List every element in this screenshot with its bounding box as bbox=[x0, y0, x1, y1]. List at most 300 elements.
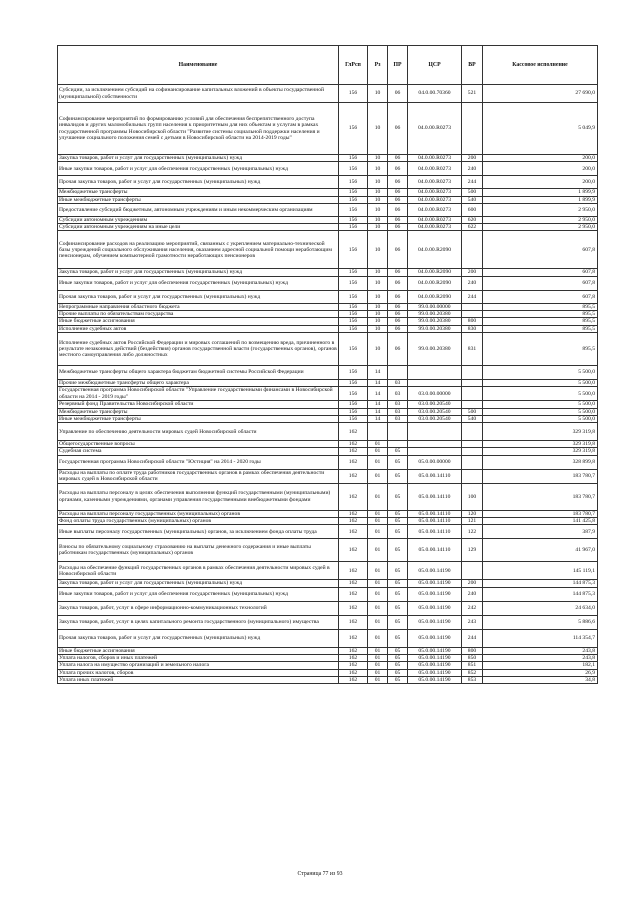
cell-csr: 04.0.00.R2090 bbox=[408, 276, 462, 290]
table-row bbox=[58, 654, 598, 661]
table-row bbox=[58, 580, 598, 587]
cell-name: Субсидии автономным учреждениям bbox=[58, 216, 339, 223]
cell-name: Взносы по обязательному социальному страхованию на выплаты денежного содержания и иные выплаты работникам государственных (муниципальных) органов bbox=[58, 539, 339, 562]
cell-vr: 622 bbox=[462, 224, 483, 231]
cell-rz: 01 bbox=[368, 587, 388, 601]
cell-glrsp: 162 bbox=[339, 562, 368, 580]
cell-rz: 01 bbox=[368, 525, 388, 539]
header-name: Наименование bbox=[58, 46, 339, 85]
cell-vr bbox=[462, 401, 483, 408]
cell-csr: 04.0.00.R0273 bbox=[408, 189, 462, 196]
cell-rz: 10 bbox=[368, 85, 388, 103]
cell-pr: 05 bbox=[388, 455, 408, 469]
cell-rz: 01 bbox=[368, 676, 388, 683]
cell-vr: 852 bbox=[462, 669, 483, 676]
cell-amount: 114 354,7 bbox=[483, 629, 598, 647]
cell-csr: 03.0.00.00000 bbox=[408, 387, 462, 401]
cell-pr: 05 bbox=[388, 669, 408, 676]
cell-vr: 243 bbox=[462, 615, 483, 629]
cell-pr: 03 bbox=[388, 408, 408, 415]
cell-name: Межбюджетные трансферты bbox=[58, 408, 339, 415]
cell-name: Закупка товаров, работ и услуг для государственных (муниципальных) нужд bbox=[58, 580, 339, 587]
cell-csr bbox=[408, 379, 462, 386]
cell-amount: 145 119,1 bbox=[483, 562, 598, 580]
table-row bbox=[58, 662, 598, 669]
cell-csr bbox=[408, 448, 462, 455]
cell-pr: 06 bbox=[388, 318, 408, 325]
cell-pr bbox=[388, 441, 408, 448]
cell-csr: 99.0.00.20380 bbox=[408, 318, 462, 325]
cell-amount: 5 500,0 bbox=[483, 408, 598, 415]
cell-name: Межбюджетные трансферты bbox=[58, 189, 339, 196]
cell-name: Судебная система bbox=[58, 448, 339, 455]
cell-glrsp: 156 bbox=[339, 387, 368, 401]
cell-csr: 05.0.00.00000 bbox=[408, 455, 462, 469]
cell-csr: 04.0.00.R0273 bbox=[408, 162, 462, 176]
cell-amount: 200,0 bbox=[483, 162, 598, 176]
cell-vr: 100 bbox=[462, 483, 483, 510]
cell-vr: 120 bbox=[462, 510, 483, 517]
cell-vr bbox=[462, 365, 483, 379]
cell-rz: 10 bbox=[368, 311, 388, 318]
cell-rz: 10 bbox=[368, 196, 388, 203]
cell-csr: 05.0.00.14190 bbox=[408, 580, 462, 587]
table-row bbox=[58, 587, 598, 601]
cell-amount: 183 780,7 bbox=[483, 483, 598, 510]
cell-vr: 850 bbox=[462, 654, 483, 661]
header-rz: Рз bbox=[368, 46, 388, 85]
table-row bbox=[58, 216, 598, 223]
table-row bbox=[58, 318, 598, 325]
table-row bbox=[58, 85, 598, 103]
cell-csr: 05.0.00.14190 bbox=[408, 662, 462, 669]
cell-glrsp: 156 bbox=[339, 162, 368, 176]
cell-name: Расходы на выплаты персоналу в целях обеспечения выполнения функций государственными (муниципальными) органами, казенными учреждениями, органами управления государственными внебюджетными фондами bbox=[58, 483, 339, 510]
cell-amount: 607,8 bbox=[483, 290, 598, 303]
cell-glrsp: 162 bbox=[339, 448, 368, 455]
table-row bbox=[58, 231, 598, 269]
cell-vr bbox=[462, 441, 483, 448]
cell-amount: 41 967,0 bbox=[483, 539, 598, 562]
budget-execution-table bbox=[57, 45, 598, 684]
cell-name: Закупка товаров, работ и услуг для государственных (муниципальных) нужд bbox=[58, 155, 339, 162]
cell-csr bbox=[408, 441, 462, 448]
cell-rz: 10 bbox=[368, 155, 388, 162]
cell-pr: 03 bbox=[388, 379, 408, 386]
cell-name: Иные закупки товаров, работ и услуг для обеспечения государственных (муниципальных) нужд bbox=[58, 162, 339, 176]
cell-csr: 05.0.00.14190 bbox=[408, 562, 462, 580]
cell-rz: 14 bbox=[368, 415, 388, 422]
cell-amount: 895,5 bbox=[483, 325, 598, 332]
cell-glrsp: 156 bbox=[339, 332, 368, 365]
cell-amount: 5 886,6 bbox=[483, 615, 598, 629]
cell-amount: 5 500,0 bbox=[483, 365, 598, 379]
table-row bbox=[58, 401, 598, 408]
cell-pr: 06 bbox=[388, 224, 408, 231]
cell-pr: 05 bbox=[388, 587, 408, 601]
cell-glrsp: 156 bbox=[339, 408, 368, 415]
cell-vr: 122 bbox=[462, 525, 483, 539]
cell-rz: 01 bbox=[368, 654, 388, 661]
cell-name: Иные бюджетные ассигнования bbox=[58, 647, 339, 654]
budget-report-page bbox=[57, 45, 597, 684]
cell-rz: 01 bbox=[368, 601, 388, 615]
cell-rz: 10 bbox=[368, 332, 388, 365]
cell-name: Иные закупки товаров, работ и услуг для обеспечения государственных (муниципальных) нужд bbox=[58, 587, 339, 601]
cell-name: Прочая закупка товаров, работ и услуг для государственных (муниципальных) нужд bbox=[58, 290, 339, 303]
cell-name: Субсидии автономным учреждениям на иные цели bbox=[58, 224, 339, 231]
cell-vr: 831 bbox=[462, 332, 483, 365]
cell-csr: 99.0.00.00000 bbox=[408, 303, 462, 310]
cell-amount: 34,8 bbox=[483, 676, 598, 683]
cell-name: Расходы на выплаты по оплате труда работников государственных органов в рамках обеспечения деятельности мировых судей в Новосибирской области bbox=[58, 469, 339, 483]
cell-vr bbox=[462, 387, 483, 401]
cell-rz: 14 bbox=[368, 387, 388, 401]
cell-pr: 06 bbox=[388, 85, 408, 103]
cell-amount: 24 634,0 bbox=[483, 601, 598, 615]
cell-name: Резервный фонд Правительства Новосибирской области bbox=[58, 401, 339, 408]
cell-vr bbox=[462, 303, 483, 310]
cell-rz: 01 bbox=[368, 539, 388, 562]
cell-pr: 03 bbox=[388, 401, 408, 408]
cell-vr: 244 bbox=[462, 290, 483, 303]
cell-glrsp: 162 bbox=[339, 615, 368, 629]
cell-amount: 200,0 bbox=[483, 176, 598, 189]
cell-glrsp: 156 bbox=[339, 85, 368, 103]
cell-name: Прочая закупка товаров, работ и услуг для государственных (муниципальных) нужд bbox=[58, 629, 339, 647]
cell-csr: 04.0.00.R0273 bbox=[408, 176, 462, 189]
cell-rz: 10 bbox=[368, 162, 388, 176]
cell-rz: 10 bbox=[368, 231, 388, 269]
cell-rz: 10 bbox=[368, 303, 388, 310]
cell-pr: 05 bbox=[388, 448, 408, 455]
cell-glrsp: 162 bbox=[339, 587, 368, 601]
table-row bbox=[58, 365, 598, 379]
cell-amount: 182,1 bbox=[483, 662, 598, 669]
cell-pr: 05 bbox=[388, 539, 408, 562]
cell-vr bbox=[462, 231, 483, 269]
cell-pr: 05 bbox=[388, 518, 408, 525]
cell-amount: 183 780,7 bbox=[483, 510, 598, 517]
cell-csr: 05.0.00.14190 bbox=[408, 629, 462, 647]
cell-rz: 01 bbox=[368, 441, 388, 448]
cell-csr: 05.0.00.14190 bbox=[408, 601, 462, 615]
cell-vr bbox=[462, 311, 483, 318]
cell-vr: 800 bbox=[462, 318, 483, 325]
cell-csr: 05.0.00.14110 bbox=[408, 469, 462, 483]
cell-amount: 895,5 bbox=[483, 311, 598, 318]
cell-name: Софинансирование расходов на реализацию мероприятий, связанных с укреплением материально-технической базы учреждений социального обслуживания населения, оказанием адресной социальной помощи неработающим пенсионерам, обучением компьютерной грамотности неработающих пенсионеров bbox=[58, 231, 339, 269]
cell-rz: 01 bbox=[368, 662, 388, 669]
cell-csr: 05.0.00.14190 bbox=[408, 647, 462, 654]
cell-rz: 01 bbox=[368, 580, 388, 587]
cell-pr: 05 bbox=[388, 662, 408, 669]
cell-amount: 5 049,9 bbox=[483, 103, 598, 155]
header-csr: ЦСР bbox=[408, 46, 462, 85]
cell-pr bbox=[388, 423, 408, 441]
cell-csr: 04.0.00.R0273 bbox=[408, 155, 462, 162]
cell-csr: 03.0.00.20540 bbox=[408, 415, 462, 422]
cell-rz: 14 bbox=[368, 408, 388, 415]
cell-vr bbox=[462, 423, 483, 441]
cell-amount: 329 319,8 bbox=[483, 423, 598, 441]
cell-vr bbox=[462, 469, 483, 483]
cell-pr: 03 bbox=[388, 387, 408, 401]
cell-rz: 01 bbox=[368, 448, 388, 455]
table-body bbox=[58, 85, 598, 684]
cell-name: Субсидии, за исключением субсидий на софинансирование капитальных вложений в объекты государственной (муниципальной) собственности bbox=[58, 85, 339, 103]
table-row bbox=[58, 469, 598, 483]
cell-glrsp: 156 bbox=[339, 203, 368, 216]
table-row bbox=[58, 176, 598, 189]
cell-amount: 5 500,0 bbox=[483, 379, 598, 386]
cell-glrsp: 156 bbox=[339, 189, 368, 196]
cell-pr: 05 bbox=[388, 615, 408, 629]
cell-amount: 1 899,9 bbox=[483, 189, 598, 196]
cell-rz bbox=[368, 423, 388, 441]
cell-csr: 05.0.00.14190 bbox=[408, 587, 462, 601]
cell-glrsp: 162 bbox=[339, 483, 368, 510]
cell-vr: 244 bbox=[462, 629, 483, 647]
cell-glrsp: 156 bbox=[339, 231, 368, 269]
cell-rz: 10 bbox=[368, 224, 388, 231]
cell-name: Исполнение судебных актов Российской Федерации и мировых соглашений по возмещению вреда, причиненного в результате незаконных действий (бездействия) органов государственной власти (государственных органов), органов местного самоуправления либо должностных bbox=[58, 332, 339, 365]
cell-glrsp: 162 bbox=[339, 669, 368, 676]
cell-name: Софинансирование мероприятий по формированию условий для обеспечения беспрепятственного доступа инвалидов и других маломобильных групп населения к приоритетным для них объектам и услугам в рамках государственной программы Новосибирской области "Развитие системы социальной поддержки населения и улучшение социального положения семей с детьми в Новосибирской области на 2014-2019 годы" bbox=[58, 103, 339, 155]
cell-amount: 895,5 bbox=[483, 332, 598, 365]
cell-vr: 521 bbox=[462, 85, 483, 103]
cell-vr: 200 bbox=[462, 155, 483, 162]
cell-glrsp: 162 bbox=[339, 629, 368, 647]
cell-csr: 04.0.00.R0273 bbox=[408, 196, 462, 203]
cell-csr: 04.0.00.R0273 bbox=[408, 103, 462, 155]
cell-pr: 05 bbox=[388, 654, 408, 661]
cell-amount: 243,8 bbox=[483, 654, 598, 661]
cell-amount: 5 500,0 bbox=[483, 401, 598, 408]
table-row bbox=[58, 203, 598, 216]
cell-pr: 05 bbox=[388, 525, 408, 539]
table-row bbox=[58, 162, 598, 176]
cell-vr: 240 bbox=[462, 162, 483, 176]
cell-rz: 14 bbox=[368, 379, 388, 386]
cell-rz: 10 bbox=[368, 318, 388, 325]
table-row bbox=[58, 423, 598, 441]
cell-name: Иные бюджетные ассигнования bbox=[58, 318, 339, 325]
cell-amount: 607,8 bbox=[483, 269, 598, 276]
cell-rz: 10 bbox=[368, 290, 388, 303]
cell-pr: 05 bbox=[388, 580, 408, 587]
table-header-row bbox=[58, 46, 598, 85]
cell-vr: 240 bbox=[462, 587, 483, 601]
cell-vr: 851 bbox=[462, 662, 483, 669]
cell-rz: 01 bbox=[368, 455, 388, 469]
cell-vr: 853 bbox=[462, 676, 483, 683]
table-row bbox=[58, 325, 598, 332]
cell-amount: 26,9 bbox=[483, 669, 598, 676]
cell-glrsp: 162 bbox=[339, 510, 368, 517]
cell-pr: 06 bbox=[388, 290, 408, 303]
cell-pr: 06 bbox=[388, 196, 408, 203]
cell-glrsp: 156 bbox=[339, 196, 368, 203]
cell-rz: 10 bbox=[368, 103, 388, 155]
table-row bbox=[58, 311, 598, 318]
cell-name: Закупка товаров, работ, услуг в целях капитального ремонта государственного (муниципального) имущества bbox=[58, 615, 339, 629]
cell-glrsp: 156 bbox=[339, 176, 368, 189]
cell-rz: 14 bbox=[368, 365, 388, 379]
cell-vr: 500 bbox=[462, 408, 483, 415]
cell-vr bbox=[462, 448, 483, 455]
cell-pr: 05 bbox=[388, 483, 408, 510]
cell-amount: 895,5 bbox=[483, 318, 598, 325]
cell-rz: 01 bbox=[368, 469, 388, 483]
cell-pr: 05 bbox=[388, 629, 408, 647]
cell-glrsp: 162 bbox=[339, 539, 368, 562]
cell-name: Прочая закупка товаров, работ и услуг для государственных (муниципальных) нужд bbox=[58, 176, 339, 189]
cell-amount: 144 875,3 bbox=[483, 580, 598, 587]
cell-csr: 99.0.00.20380 bbox=[408, 311, 462, 318]
cell-pr: 06 bbox=[388, 231, 408, 269]
table-row bbox=[58, 455, 598, 469]
cell-csr: 03.0.00.20540 bbox=[408, 408, 462, 415]
cell-pr: 06 bbox=[388, 311, 408, 318]
cell-csr bbox=[408, 365, 462, 379]
cell-pr: 05 bbox=[388, 647, 408, 654]
table-row bbox=[58, 103, 598, 155]
cell-pr: 05 bbox=[388, 676, 408, 683]
cell-name: Межбюджетные трансферты общего характера бюджетам бюджетной системы Российской Федерации bbox=[58, 365, 339, 379]
cell-csr: 04.0.00.R2090 bbox=[408, 290, 462, 303]
cell-rz: 01 bbox=[368, 647, 388, 654]
cell-csr: 05.0.00.14110 bbox=[408, 518, 462, 525]
cell-name: Общегосударственные вопросы bbox=[58, 441, 339, 448]
cell-csr: 04.0.00.R2090 bbox=[408, 231, 462, 269]
cell-amount: 607,8 bbox=[483, 276, 598, 290]
cell-rz: 01 bbox=[368, 669, 388, 676]
cell-name: Прочие межбюджетные трансферты общего характера bbox=[58, 379, 339, 386]
cell-name: Государственная программа Новосибирской области "Управление государственными финансами в Новосибирской области на 2014 - 2019 годы" bbox=[58, 387, 339, 401]
table-row bbox=[58, 669, 598, 676]
table-row bbox=[58, 629, 598, 647]
table-row bbox=[58, 155, 598, 162]
cell-vr: 200 bbox=[462, 580, 483, 587]
cell-amount: 328 899,8 bbox=[483, 455, 598, 469]
cell-glrsp: 162 bbox=[339, 455, 368, 469]
header-glrsp: ГлРсп bbox=[339, 46, 368, 85]
cell-rz: 01 bbox=[368, 483, 388, 510]
cell-pr: 03 bbox=[388, 415, 408, 422]
table-row bbox=[58, 387, 598, 401]
page-number: Страница 77 из 93 bbox=[297, 871, 343, 877]
cell-rz: 10 bbox=[368, 189, 388, 196]
cell-csr: 99.0.00.20380 bbox=[408, 332, 462, 365]
cell-amount: 2 950,0 bbox=[483, 224, 598, 231]
cell-vr: 620 bbox=[462, 216, 483, 223]
cell-name: Государственная программа Новосибирской области "Юстиция" на 2014 - 2020 годы bbox=[58, 455, 339, 469]
cell-name: Непрограммные направления областного бюджета bbox=[58, 303, 339, 310]
cell-csr: 05.0.00.14190 bbox=[408, 654, 462, 661]
table-row bbox=[58, 562, 598, 580]
cell-pr: 06 bbox=[388, 325, 408, 332]
cell-csr: 04.0.00.R2090 bbox=[408, 269, 462, 276]
cell-amount: 2 950,0 bbox=[483, 216, 598, 223]
cell-glrsp: 156 bbox=[339, 290, 368, 303]
table-row bbox=[58, 276, 598, 290]
cell-glrsp: 156 bbox=[339, 311, 368, 318]
cell-rz: 01 bbox=[368, 615, 388, 629]
cell-pr: 06 bbox=[388, 203, 408, 216]
cell-vr: 240 bbox=[462, 276, 483, 290]
cell-name: Исполнение судебных актов bbox=[58, 325, 339, 332]
cell-pr: 05 bbox=[388, 562, 408, 580]
cell-csr: 05.0.00.14110 bbox=[408, 483, 462, 510]
header-vr: ВР bbox=[462, 46, 483, 85]
cell-pr: 05 bbox=[388, 510, 408, 517]
cell-vr bbox=[462, 379, 483, 386]
cell-csr: 05.0.00.14190 bbox=[408, 676, 462, 683]
cell-name: Расходы на выплаты персоналу государственных (муниципальных) органов bbox=[58, 510, 339, 517]
cell-csr: 05.0.00.14110 bbox=[408, 539, 462, 562]
cell-rz: 10 bbox=[368, 176, 388, 189]
cell-name: Иные закупки товаров, работ и услуг для обеспечения государственных (муниципальных) нужд bbox=[58, 276, 339, 290]
cell-amount: 183 780,7 bbox=[483, 469, 598, 483]
cell-vr: 200 bbox=[462, 269, 483, 276]
cell-amount: 243,8 bbox=[483, 647, 598, 654]
cell-csr: 05.0.00.14190 bbox=[408, 615, 462, 629]
cell-csr: 04.0.00.R0273 bbox=[408, 203, 462, 216]
cell-amount: 387,9 bbox=[483, 525, 598, 539]
cell-glrsp: 162 bbox=[339, 525, 368, 539]
cell-name: Фонд оплаты труда государственных (муниципальных) органов bbox=[58, 518, 339, 525]
cell-name: Закупка товаров, работ, услуг в сфере информационно-коммуникационных технологий bbox=[58, 601, 339, 615]
cell-amount: 144 875,3 bbox=[483, 587, 598, 601]
cell-glrsp: 156 bbox=[339, 276, 368, 290]
cell-amount: 5 500,0 bbox=[483, 387, 598, 401]
cell-vr: 121 bbox=[462, 518, 483, 525]
cell-glrsp: 162 bbox=[339, 662, 368, 669]
cell-glrsp: 156 bbox=[339, 216, 368, 223]
cell-pr: 06 bbox=[388, 103, 408, 155]
cell-name: Прочие выплаты по обязательствам государства bbox=[58, 311, 339, 318]
cell-rz: 10 bbox=[368, 203, 388, 216]
cell-name: Закупка товаров, работ и услуг для государственных (муниципальных) нужд bbox=[58, 269, 339, 276]
cell-name: Иные межбюджетные трансферты bbox=[58, 196, 339, 203]
cell-amount: 607,8 bbox=[483, 231, 598, 269]
cell-pr bbox=[388, 365, 408, 379]
cell-glrsp: 156 bbox=[339, 103, 368, 155]
cell-vr: 540 bbox=[462, 196, 483, 203]
cell-glrsp: 156 bbox=[339, 155, 368, 162]
table-row bbox=[58, 269, 598, 276]
cell-pr: 06 bbox=[388, 269, 408, 276]
cell-glrsp: 156 bbox=[339, 303, 368, 310]
table-row bbox=[58, 448, 598, 455]
cell-csr: 05.0.00.14190 bbox=[408, 669, 462, 676]
cell-vr: 830 bbox=[462, 325, 483, 332]
cell-vr bbox=[462, 562, 483, 580]
cell-pr: 05 bbox=[388, 469, 408, 483]
cell-vr bbox=[462, 103, 483, 155]
cell-pr: 06 bbox=[388, 189, 408, 196]
cell-pr: 06 bbox=[388, 216, 408, 223]
cell-vr: 800 bbox=[462, 647, 483, 654]
cell-vr bbox=[462, 455, 483, 469]
table-row bbox=[58, 415, 598, 422]
cell-vr: 244 bbox=[462, 176, 483, 189]
table-row bbox=[58, 303, 598, 310]
cell-pr: 06 bbox=[388, 303, 408, 310]
cell-csr: 04.0.00.R0273 bbox=[408, 224, 462, 231]
header-amount: Кассовое исполнение bbox=[483, 46, 598, 85]
